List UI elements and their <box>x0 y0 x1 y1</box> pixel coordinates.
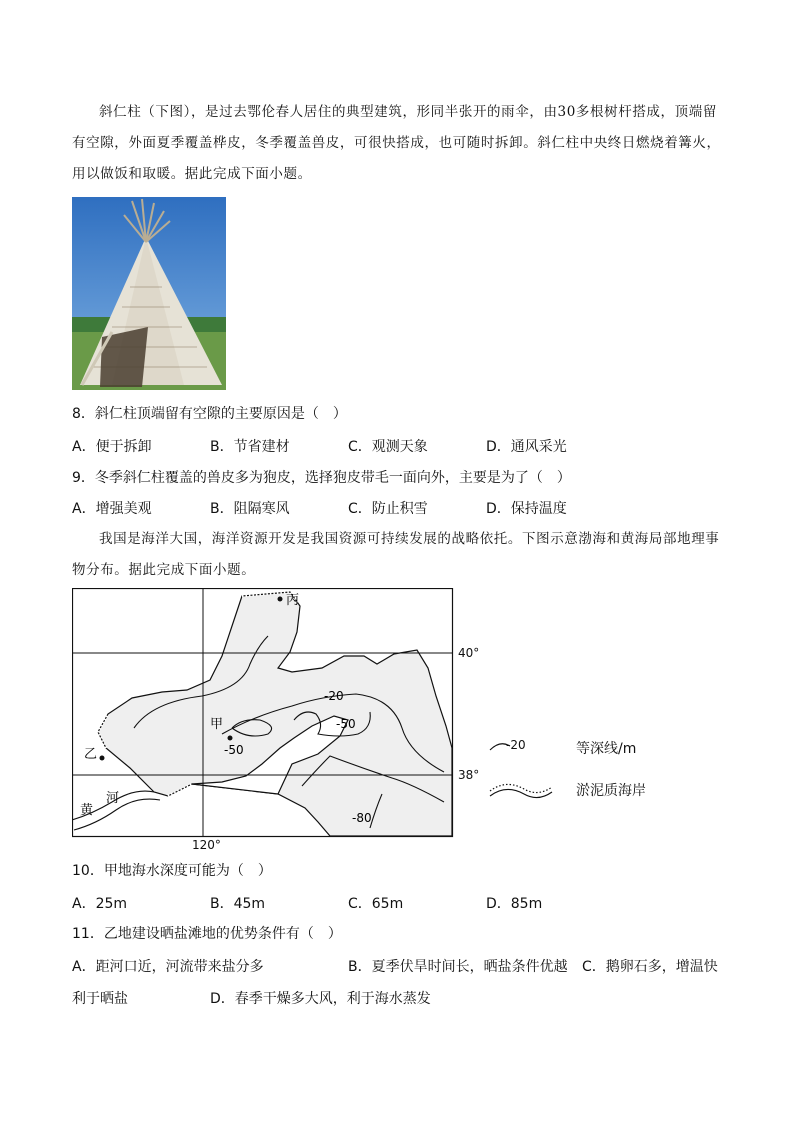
contour-label-20: -20 <box>324 689 344 703</box>
question-8-options <box>72 436 732 458</box>
question-9-options <box>72 498 732 520</box>
option-b[interactable]: B．节省建材 <box>210 439 290 455</box>
place-bing-label: 丙 <box>286 593 300 608</box>
option-a[interactable]: A．便于拆卸 <box>72 439 152 455</box>
passage-2: 我国是海洋大国，海洋资源开发是我国资源可持续发展的战略依托。下图示意渤海和黄海局部地理事物分布。据此完成下面小题。 <box>72 531 720 578</box>
option-a[interactable]: A．25m <box>72 896 128 912</box>
question-8-stem: 8．斜仁柱顶端留有空隙的主要原因是（ ） <box>72 406 347 422</box>
question-11-stem: 11．乙地建设晒盐滩地的优势条件有（ ） <box>72 926 342 942</box>
lon-120-label: 120° <box>192 838 221 852</box>
legend-contour-sample: -20 <box>506 738 526 752</box>
option-c[interactable]: C．鹅卵石多，增温快 <box>582 959 718 975</box>
option-d[interactable]: D．85m <box>486 896 543 912</box>
contour-label-50a: -50 <box>336 717 356 731</box>
river-label-huang: 黄 <box>80 803 94 818</box>
contour-label-50b: -50 <box>224 743 244 757</box>
place-yi-label: 乙 <box>84 747 98 762</box>
river-label-he: 河 <box>106 791 120 806</box>
lat-38-label: 38° <box>458 768 480 782</box>
option-c[interactable]: C．观测天象 <box>348 439 428 455</box>
option-a[interactable]: A．距河口近，河流带来盐分多 <box>72 959 264 975</box>
bohai-yellow-sea-map <box>72 588 457 850</box>
question-10-stem: 10．甲地海水深度可能为（ ） <box>72 863 272 879</box>
option-d[interactable]: D．保持温度 <box>486 501 567 517</box>
option-b[interactable]: B．夏季伏旱时间长，晒盐条件优越 <box>348 959 568 975</box>
question-11-options-row2 <box>72 988 732 1010</box>
question-9-stem: 9．冬季斜仁柱覆盖的兽皮多为狍皮，选择狍皮带毛一面向外，主要是为了（ ） <box>72 470 571 486</box>
option-b[interactable]: B．阻隔寒风 <box>210 501 290 517</box>
option-c[interactable]: C．65m <box>348 896 404 912</box>
option-d[interactable]: D．通风采光 <box>486 439 567 455</box>
option-c[interactable]: C．防止积雪 <box>348 501 428 517</box>
question-10-options <box>72 893 732 915</box>
place-jia-label: 甲 <box>210 717 224 732</box>
lat-40-label: 40° <box>458 646 480 660</box>
passage-1: 斜仁柱（下图），是过去鄂伦春人居住的典型建筑，形同半张开的雨伞，由30多根树杆搭成，顶端留有空隙，外面夏季覆盖桦皮，冬季覆盖兽皮，可很快搭成，也可随时拆卸。斜仁柱中央终日燃烧着篝火，用以做饭和取暖。据此完成下面小题。 <box>72 104 721 182</box>
option-b[interactable]: B．45m <box>210 896 266 912</box>
contour-label-80: -80 <box>352 811 372 825</box>
option-d[interactable]: D．春季干燥多大风，利于海水蒸发 <box>210 991 431 1007</box>
legend-coast-label: 淤泥质海岸 <box>576 783 646 799</box>
legend-contour-label: 等深线/m <box>576 741 637 757</box>
option-c-continued: 利于晒盐 <box>72 991 128 1007</box>
xierenzhu-photo <box>72 197 226 390</box>
question-11-options-row1 <box>72 956 732 978</box>
option-a[interactable]: A．增强美观 <box>72 501 152 517</box>
